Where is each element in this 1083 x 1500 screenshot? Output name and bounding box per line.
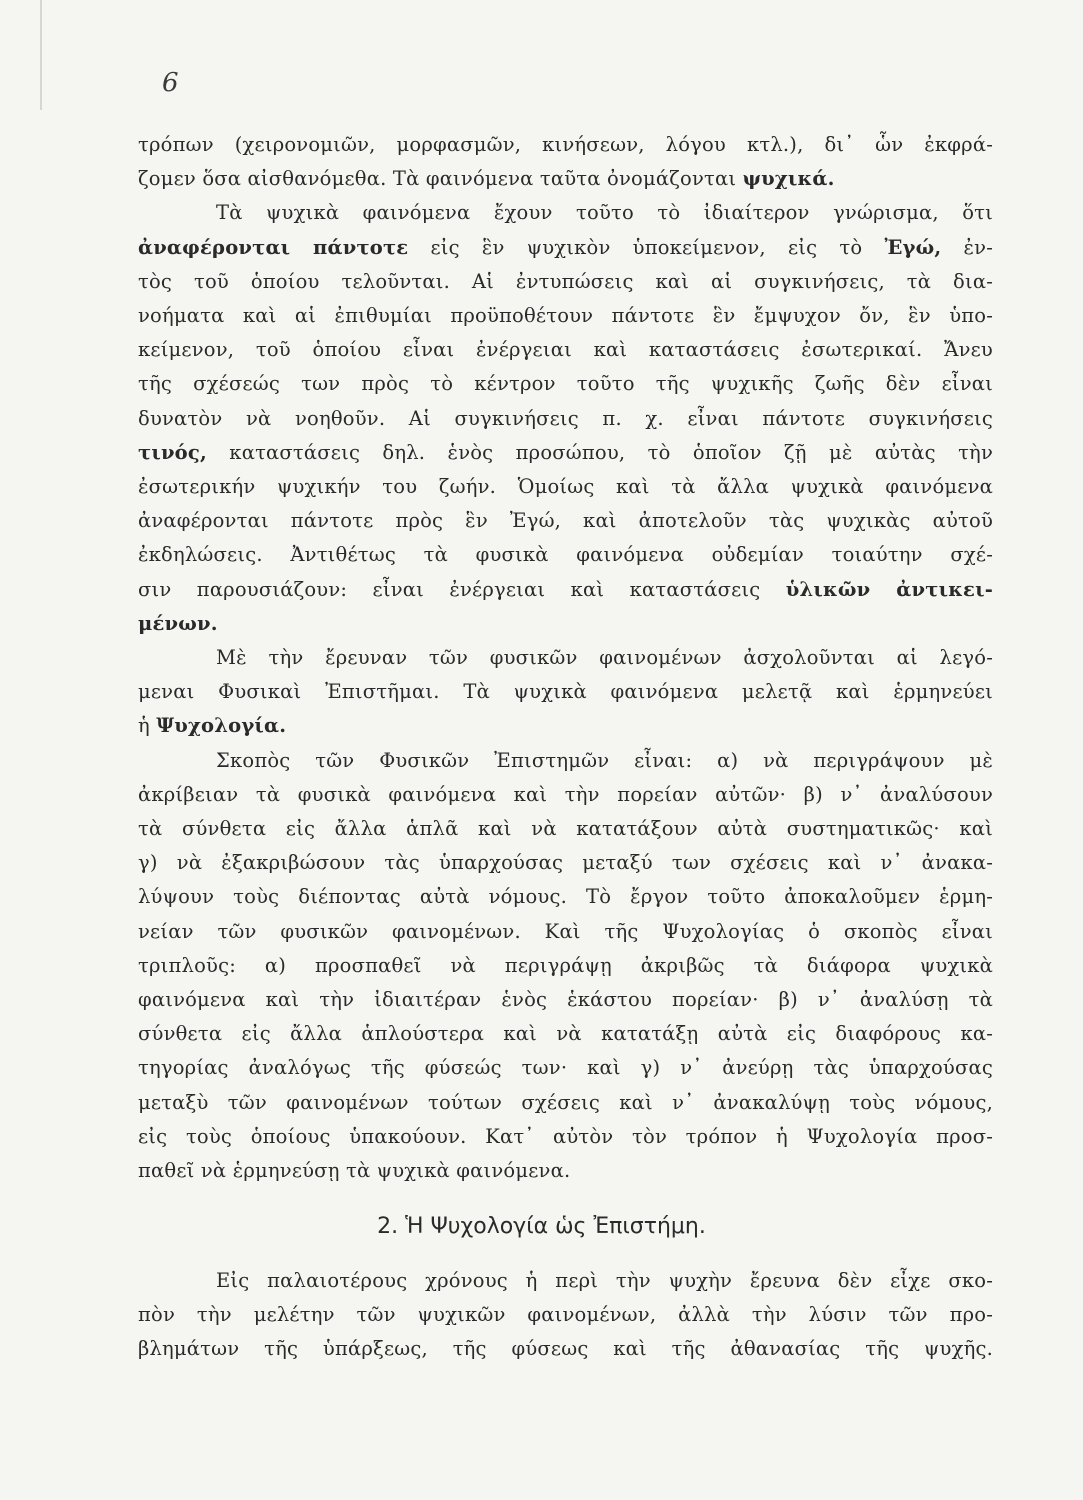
- text-line: σύνθετα εἰς ἄλλα ἁπλούστερα καὶ νὰ κατατάξῃ αὐτὰ εἰς διαφόρους κα-: [138, 1022, 993, 1046]
- text-run: σιν παρουσιάζουν: εἶναι ἐνέργειαι καὶ καταστάσεις: [138, 577, 786, 601]
- text-line: νοήματα καὶ αἱ ἐπιθυμίαι προϋποθέτουν πάντοτε ἓν ἔμψυχον ὄν, ἓν ὑπο-: [138, 304, 993, 328]
- text-line: ἀκρίβειαν τὰ φυσικὰ φαινόμενα καὶ τὴν πορείαν αὐτῶν· β) ν᾽ ἀναλύσουν: [138, 782, 993, 806]
- text-line: νείαν τῶν φυσικῶν φαινομένων. Καὶ τῆς Ψυχολογίας ὁ σκοπὸς εἶναι: [138, 919, 993, 943]
- body-text: [138, 128, 993, 1188]
- text-line: Τὰ ψυχικὰ φαινόμενα ἔχουν τοῦτο τὸ ἰδιαίτερον γνώρισμα, ὅτι: [216, 201, 993, 225]
- text-line: γ) νὰ ἐξακριβώσουν τὰς ὑπαρχούσας μεταξύ των σχέσεις καὶ ν᾽ ἀνακα-: [138, 851, 993, 875]
- body-text-continued: [138, 1264, 993, 1367]
- text-line: [138, 162, 993, 196]
- text-line: τὸς τοῦ ὁποίου τελοῦνται. Αἱ ἐντυπώσεις καὶ αἱ συγκινήσεις, τὰ δια-: [138, 269, 993, 293]
- text-line: εἰς τοὺς ὁποίους ὑπακούουν. Κατ᾽ αὐτὸν τὸν τρόπον ἡ Ψυχολογία προσ-: [138, 1124, 993, 1148]
- text-line: μεναι Φυσικαὶ Ἐπιστῆμαι. Τὰ ψυχικὰ φαινόμενα μελετᾷ καὶ ἑρμηνεύει: [138, 680, 993, 704]
- emphasis-term: ὑλικῶν ἀντικει-: [785, 577, 994, 601]
- text-line: βλημάτων τῆς ὑπάρξεως, τῆς φύσεως καὶ τῆς ἀθανασίας τῆς ψυχῆς.: [138, 1337, 993, 1361]
- text-line: τὰ σύνθετα εἰς ἄλλα ἁπλᾶ καὶ νὰ κατατάξουν αὐτὰ συστηματικῶς· καὶ: [138, 817, 993, 841]
- text-run: ζομεν ὅσα αἰσθανόμεθα. Τὰ φαινόμενα ταῦτα ὀνομάζονται: [138, 167, 743, 191]
- emphasis-term: ἀναφέρονται πάντοτε: [138, 235, 409, 259]
- text-line: τριπλοῦς: α) προσπαθεῖ νὰ περιγράψῃ ἀκριβῶς τὰ διάφορα ψυχικὰ: [138, 953, 993, 977]
- text-run: ἡ: [138, 714, 157, 738]
- text-run: ἐν-: [941, 235, 994, 259]
- text-line: Μὲ τὴν ἔρευναν τῶν φυσικῶν φαινομένων ἀσχολοῦνται αἱ λεγό-: [216, 646, 993, 670]
- text-line: τηγορίας ἀναλόγως τῆς φύσεώς των· καὶ γ) ν᾽ ἀνεύρῃ τὰς ὑπαρχούσας: [138, 1056, 993, 1080]
- text-line: Εἰς παλαιοτέρους χρόνους ἡ περὶ τὴν ψυχὴν ἔρευνα δὲν εἶχε σκο-: [216, 1269, 993, 1292]
- scan-edge-mark: [40, 0, 42, 110]
- paragraph-3: [138, 641, 993, 744]
- emphasis-term: Ψυχολογία.: [156, 714, 287, 738]
- text-line: παθεῖ νὰ ἑρμηνεύσῃ τὰ ψυχικὰ φαινόμενα.: [138, 1159, 571, 1183]
- text-line: τρόπων (χειρονομιῶν, μορφασμῶν, κινήσεων, λόγου κτλ.), δι᾽ ὧν ἐκφρά-: [138, 133, 993, 156]
- emphasis-term: τινός,: [138, 440, 207, 464]
- text-line: δυνατὸν νὰ νοηθοῦν. Αἱ συγκινήσεις π. χ. εἶναι πάντοτε συγκινήσεις: [138, 406, 993, 430]
- text-run: εἰς ἓν ψυχικὸν ὑποκείμενον, εἰς τὸ: [408, 235, 885, 259]
- text-line: κείμενον, τοῦ ὁποίου εἶναι ἐνέργειαι καὶ καταστάσεις ἐσωτερικαί. Ἄνευ: [138, 338, 993, 362]
- text-line: λύψουν τοὺς διέποντας αὐτὰ νόμους. Τὸ ἔργον τοῦτο ἀποκαλοῦμεν ἑρμη-: [138, 885, 993, 909]
- text-line: [138, 436, 993, 470]
- text-line: πὸν τὴν μελέτην τῶν ψυχικῶν φαινομένων, ἀλλὰ τὴν λύσιν τῶν προ-: [138, 1303, 993, 1327]
- paragraph-5: [138, 1264, 993, 1367]
- emphasis-term: ψυχικά.: [742, 167, 835, 191]
- text-line: ἐκδηλώσεις. Ἀντιθέτως τὰ φυσικὰ φαινόμενα οὐδεμίαν τοιαύτην σχέ-: [138, 543, 993, 567]
- text-line: μεταξὺ τῶν φαινομένων τούτων σχέσεις καὶ ν᾽ ἀνακαλύψῃ τοὺς νόμους,: [138, 1090, 993, 1114]
- text-line: [138, 709, 993, 743]
- paragraph-1: [138, 128, 993, 196]
- section-heading: 2. Ἡ Ψυχολογία ὡς Ἐπιστήμη.: [377, 1214, 706, 1239]
- text-line: [138, 231, 993, 265]
- text-line: ἀναφέρονται πάντοτε πρὸς ἓν Ἐγώ, καὶ ἀποτελοῦν τὰς ψυχικὰς αὐτοῦ: [138, 509, 993, 533]
- page-number: 6: [162, 68, 179, 98]
- text-line: φαινόμενα καὶ τὴν ἰδιαιτέραν ἑνὸς ἑκάστου πορείαν· β) ν᾽ ἀναλύσῃ τὰ: [138, 988, 993, 1012]
- paragraph-4: [138, 744, 993, 1189]
- text-line: Σκοπὸς τῶν Φυσικῶν Ἐπιστημῶν εἶναι: α) νὰ περιγράψουν μὲ: [216, 748, 993, 772]
- emphasis-term: μένων.: [138, 611, 218, 635]
- paragraph-2: [138, 196, 993, 641]
- text-line: τῆς σχέσεώς των πρὸς τὸ κέντρον τοῦτο τῆς ψυχικῆς ζωῆς δὲν εἶναι: [138, 372, 993, 396]
- text-line: [138, 607, 993, 641]
- emphasis-term: Ἐγώ,: [884, 235, 942, 259]
- text-line: ἐσωτερικήν ψυχικήν του ζωήν. Ὁμοίως καὶ τὰ ἄλλα ψυχικὰ φαινόμενα: [138, 475, 993, 499]
- text-line: [138, 573, 993, 607]
- text-run: καταστάσεις δηλ. ἑνὸς προσώπου, τὸ ὁποῖον ζῇ μὲ αὐτὰς τὴν: [206, 440, 993, 464]
